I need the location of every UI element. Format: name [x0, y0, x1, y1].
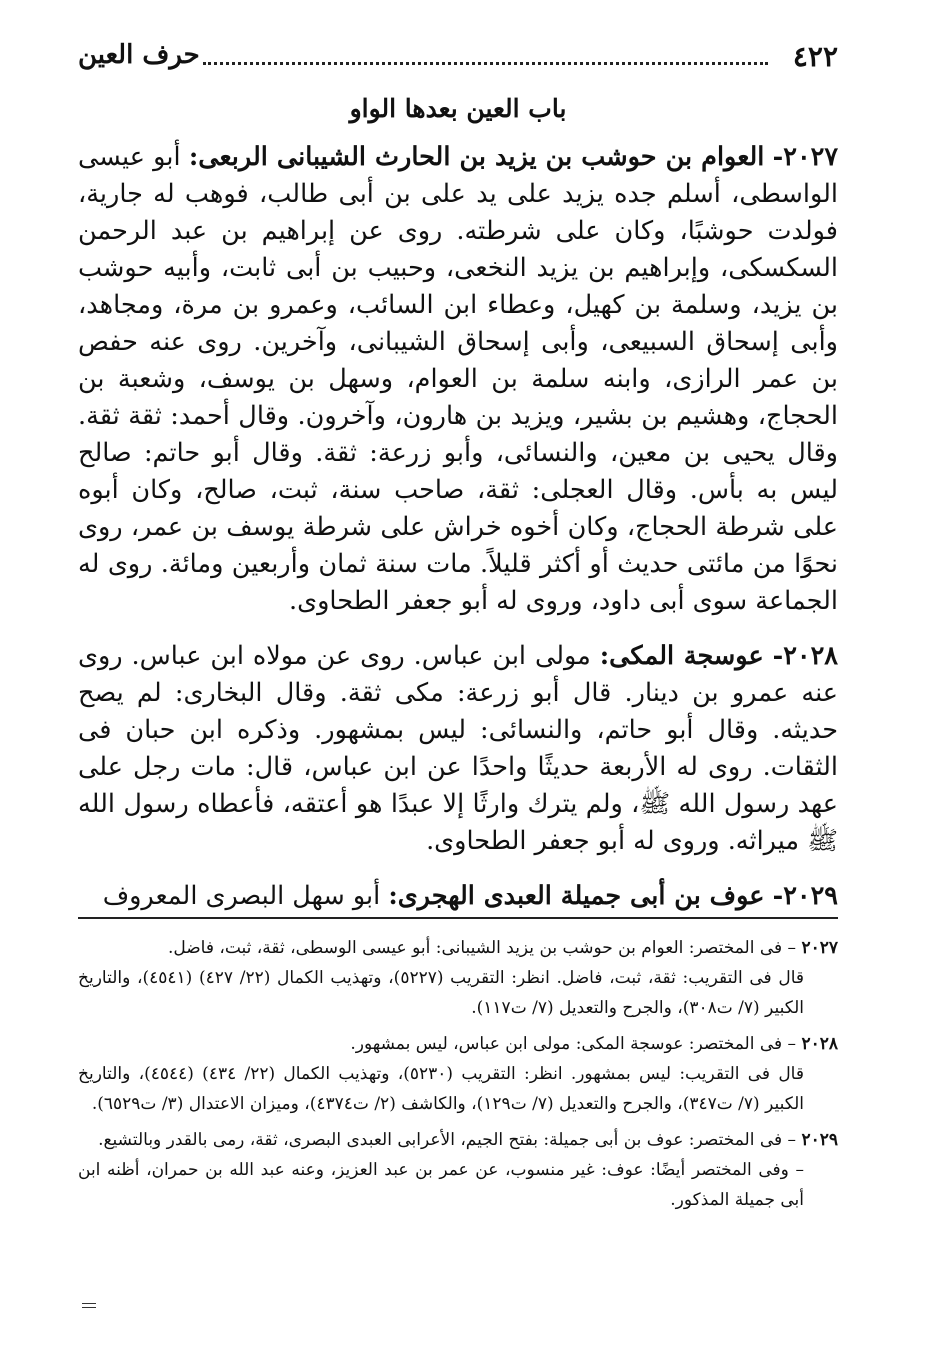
entry-name: عوسجة المكى:: [599, 641, 764, 671]
footnote-line: ٢٠٢٩ – فى المختصر: عوف بن أبى جميلة: بفتح الجيم، الأعرابى العبدى البصرى، ثقة، رمى بالقدر وبالتشيع.: [98, 1130, 838, 1150]
entry-name: عوف بن أبى جميلة العبدى الهجرى:: [388, 881, 765, 911]
page-header: [78, 40, 838, 82]
page-mark: [82, 1303, 96, 1308]
entry-2028: [78, 638, 838, 860]
book-page: [78, 40, 838, 1221]
footnote-2029: [78, 1125, 838, 1215]
page-number: ٤٢٢: [792, 40, 838, 73]
entry-text: مولى ابن عباس. روى عن مولاه ابن عباس. روى عنه عمرو بن دينار. قال أبو زرعة: مكى ثقة. وقال البخارى: لم يصح حديثه. وقال أبو حاتم، والنسائى: ليس بمشهور. وذكره ابن حبان فى الثقات. روى له الأربعة حديثًا واحدًا عن ابن عباس، قال: مات رجل على عهد رسول الله ﷺ، ولم يترك وارثًا إلا عبدًا هو أعتقه، فأعطاه رسول الله ﷺ ميراثه. وروى له أبو جعفر الطحاوى.: [78, 641, 838, 856]
entry-number: ٢٠٢٧-: [772, 142, 839, 172]
footnote-2027: [78, 933, 838, 1023]
footnote-line: – وفى المختصر أيضًا: عوف: غير منسوب، عن عمر بن عبد العزيز، وعنه عبد الله بن حمران، أظنه ابن أبى جميلة المذكور.: [78, 1160, 804, 1210]
footnote-number: ٢٠٢٧: [801, 938, 838, 958]
entry-number: ٢٠٢٨-: [772, 641, 839, 671]
entry-text: أبو عيسى الواسطى، أسلم جده يزيد على يد على بن أبى طالب، فوهب له جارية، فولدت حوشبًا، وكان على شرطته. روى عن إبراهيم بن عبد الرحمن السكسكى، وإبراهيم بن يزيد النخعى، وحبيب بن أبى ثابت، وأبيه حوشب بن يزيد، وسلمة بن كهيل، وعطاء ابن السائب، وعمرو بن مرة، ومجاهد، وأبى إسحاق السبيعى، وأبى إسحاق الشيبانى، وآخرين. روى عنه حفص بن عمر الرازى، وابنه سلمة بن العوام، وسهل بن يوسف، وشعبة بن الحجاج، وهشيم بن بشير، ويزيد بن هارون، وآخرون. وقال أحمد: ثقة ثقة. وقال يحيى بن معين، والنسائى، وأبو زرعة: ثقة. وقال أبو حاتم: صالح ليس به بأس. وقال العجلى: ثقة، صاحب سنة، ثبت، صالح، وكان أبوه على شرطة الحجاج، وكان أخوه خراش على شرطة يوسف بن عمر، روى نحوًا من مائتى حديث أو أكثر قليلاً. مات سنة ثمان وأربعين ومائة. روى له الجماعة سوى أبى داود، وروى له أبو جعفر الطحاوى.: [78, 142, 838, 616]
header-dotted-leader: [203, 62, 768, 65]
footnote-line: قال فى التقريب: ثقة، ثبت، فاضل. انظر: التقريب (٥٢٢٧)، وتهذيب الكمال (٢٢/ ٤٢٧) (٤٥٤١)، والتاريخ الكبير (٧/ ت٣٠٨)، والجرح والتعديل (٧/ ت١١٧).: [78, 968, 805, 1018]
entry-text: أبو سهل البصرى المعروف: [102, 881, 381, 911]
footnote-number: ٢٠٢٨: [801, 1034, 838, 1054]
running-title: حرف العين: [78, 40, 200, 70]
entry-number: ٢٠٢٩-: [772, 881, 838, 911]
entry-name: العوام بن حوشب بن يزيد بن الحارث الشيبانى الربعى:: [188, 142, 765, 172]
footnote-2028: [78, 1029, 838, 1119]
entry-2027: [78, 139, 838, 620]
footnote-line: ٢٠٢٨ – فى المختصر: عوسجة المكى: مولى ابن عباس، ليس بمشهور.: [350, 1034, 838, 1054]
entry-2029: [78, 878, 838, 919]
footnote-number: ٢٠٢٩: [801, 1130, 838, 1150]
chapter-title: باب العين بعدها الواو: [349, 94, 567, 123]
footnote-line: ٢٠٢٧ – فى المختصر: العوام بن حوشب بن يزيد الشيبانى: أبو عيسى الوسطى، ثقة، ثبت، فاضل.: [167, 938, 838, 958]
footnote-line: قال فى التقريب: ليس بمشهور. انظر: التقريب (٥٢٣٠)، وتهذيب الكمال (٢٢/ ٤٣٤) (٤٥٤٤)، والتاريخ الكبير (٧/ ت٣٤٧)، والجرح والتعديل (٧/ ت١٢٩)، والكاشف (٢/ ت٤٣٧٤)، وميزان الاعتدال (٣/ ت٦٥٢٩).: [78, 1064, 804, 1114]
